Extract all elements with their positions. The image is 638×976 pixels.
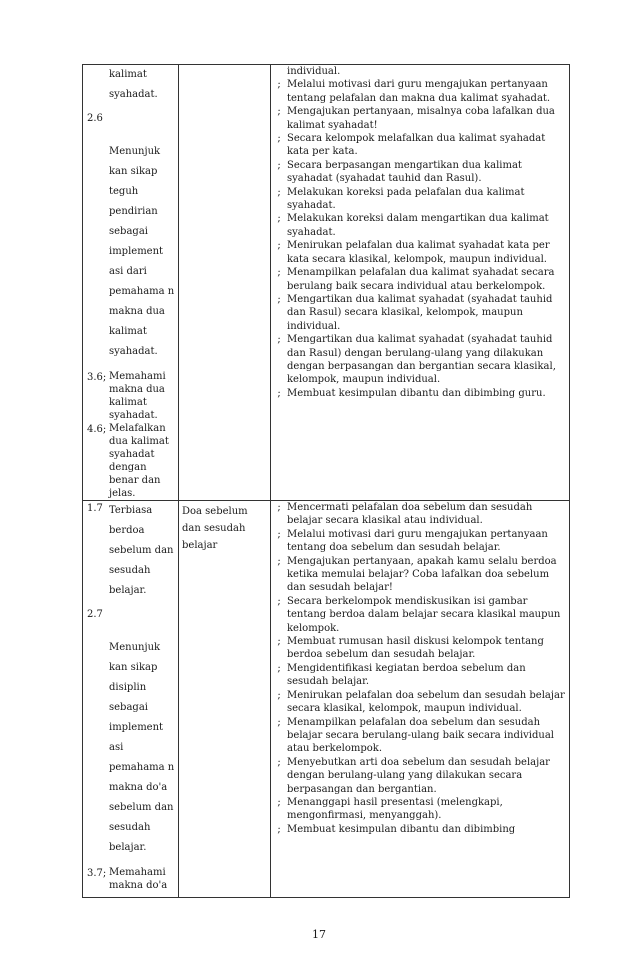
activity-text: Mengajukan pertanyaan, misalnya coba lafalkan dua kalimat syahadat! (287, 106, 555, 131)
activity-text: Melalui motivasi dari guru mengajukan pertanyaan tentang doa sebelum dan sesudah belajar. (287, 528, 548, 554)
activity-separator: ; (277, 555, 281, 567)
activity-item (271, 528, 569, 555)
activity-separator: ; (277, 689, 281, 701)
activity-text: Secara berkelompok mendiskusikan isi gambar tentang berdoa dalam belajar secara klasikal maupun kelompok. (287, 595, 561, 634)
activity-text: Membuat kesimpulan dibantu dan dibimbing (287, 823, 516, 835)
activity-text: Secara kelompok melafalkan dua kalimat syahadat kata per kata. (287, 133, 546, 158)
activity-item (271, 823, 569, 836)
activity-separator (271, 65, 287, 78)
activity-separator: ; (277, 387, 281, 399)
material-cell: Doa sebelum dan sesudah belajar (179, 501, 271, 898)
activity-separator: ; (277, 133, 281, 145)
activity-separator: ; (277, 186, 281, 198)
activity-item (271, 105, 569, 132)
competency-number: 3.6; (87, 372, 107, 383)
activity-separator: ; (277, 595, 281, 607)
activity-text: Membuat rumusan hasil diskusi kelompok tentang berdoa sebelum dan sesudah belajar. (287, 636, 544, 661)
activity-separator: ; (277, 79, 281, 91)
activity-list (271, 501, 569, 836)
activity-separator: ; (277, 636, 281, 648)
activity-separator: ; (277, 796, 281, 808)
activity-separator: ; (277, 267, 281, 279)
competency-number: 1.7 (87, 503, 103, 514)
activity-item (271, 555, 569, 595)
activity-item (271, 387, 569, 400)
activities-cell (271, 65, 570, 501)
syllabus-table (82, 64, 570, 898)
activity-separator: ; (277, 240, 281, 252)
competency-number: 4.6; (87, 424, 107, 435)
activity-separator: ; (277, 502, 281, 513)
competency-text: kalimat syahadat. (109, 69, 158, 100)
activity-separator: ; (277, 716, 281, 728)
activity-separator: ; (277, 756, 281, 768)
competency-number: 3.7; (87, 868, 107, 879)
activity-text: Mencermati pelafalan doa sebelum dan sesudah belajar secara klasikal atau individual. (287, 502, 533, 527)
competency-text: Menunjuk kan sikap disiplin sebagai implement asi pemahama n makna do'a sebelum dan sesudah belajar. (109, 642, 175, 853)
activity-item (271, 132, 569, 159)
activity-item (271, 212, 569, 239)
activity-text: Menirukan pelafalan doa sebelum dan sesudah belajar secara klasikal, kelompok, maupun individual. (287, 689, 565, 715)
competency-number: 2.7 (87, 609, 103, 620)
activity-text: Secara berpasangan mengartikan dua kalimat syahadat (syahadat tauhid dan Rasul). (287, 159, 522, 185)
activity-text: Menanggapi hasil presentasi (melengkapi, mengonfirmasi, menyanggah). (287, 796, 503, 822)
activity-text: individual. (287, 66, 341, 77)
competency-cell (83, 501, 179, 898)
activity-item (271, 501, 569, 528)
activity-text: Mengajukan pertanyaan, apakah kamu selalu berdoa ketika memulai belajar? Coba lafalkan doa sebelum dan sesudah belajar! (287, 555, 557, 594)
activity-separator: ; (277, 528, 281, 540)
activity-item (271, 293, 569, 333)
activity-text: Mengartikan dua kalimat syahadat (syahadat tauhid dan Rasul) secara klasikal, kelompok, maupun individual. (287, 293, 553, 332)
activity-separator: ; (277, 213, 281, 225)
activity-item (271, 186, 569, 213)
competency-text: Menunjuk kan sikap teguh pendirian sebagai implement asi dari pemahama n makna dua kalimat syahadat. (109, 146, 175, 357)
activity-item (271, 635, 569, 662)
activity-text: Membuat kesimpulan dibantu dan dibimbing guru. (287, 387, 546, 399)
activity-separator: ; (277, 334, 281, 346)
competency-number: 2.6 (87, 113, 103, 124)
activity-item (271, 78, 569, 105)
activity-item (271, 595, 569, 635)
activity-text: Mengartikan dua kalimat syahadat (syahadat tauhid dan Rasul) dengan berulang-ulang yang dilakukan dengan berpasangan dan bergantian secara klasikal, kelompok, maupun individual. (287, 334, 556, 386)
competency-text: Melafalkan dua kalimat syahadat dengan benar dan jelas. (109, 423, 169, 499)
table-row (83, 501, 570, 898)
activity-item (271, 266, 569, 293)
activity-separator: ; (277, 159, 281, 171)
activity-item (271, 716, 569, 756)
activity-text: Melakukan koreksi dalam mengartikan dua kalimat syahadat. (287, 213, 549, 238)
activity-text: Menyebutkan arti doa sebelum dan sesudah belajar dengan berulang-ulang yang dilakukan secara berpasangan dan bergantian. (287, 756, 550, 795)
activity-separator: ; (277, 106, 281, 118)
material-cell (179, 65, 271, 501)
activity-text: Menampilkan pelafalan dua kalimat syahadat secara berulang baik secara individual atau berkelompok. (287, 267, 555, 292)
activities-cell (271, 501, 570, 898)
competency-text: Terbiasa berdoa sebelum dan sesudah belajar. (109, 505, 174, 596)
activity-item (271, 65, 569, 78)
page-number: 17 (312, 928, 326, 941)
activity-item (271, 159, 569, 186)
competency-text: Memahami makna dua kalimat syahadat. (109, 371, 166, 421)
activity-item (271, 796, 569, 823)
activity-item (271, 689, 569, 716)
activity-item (271, 239, 569, 266)
activity-text: Melalui motivasi dari guru mengajukan pertanyaan tentang pelafalan dan makna dua kalimat syahadat. (287, 79, 551, 104)
activity-separator: ; (277, 293, 281, 305)
activity-text: Mengidentifikasi kegiatan berdoa sebelum dan sesudah belajar. (287, 662, 526, 688)
activity-list (271, 65, 569, 400)
activity-item (271, 756, 569, 796)
competency-cell (83, 65, 179, 501)
activity-item (271, 662, 569, 689)
competency-text: Memahami makna do'a (109, 867, 168, 891)
activity-item (271, 333, 569, 387)
activity-separator: ; (277, 823, 281, 835)
activity-text: Menirukan pelafalan dua kalimat syahadat kata per kata secara klasikal, kelompok, maupun individual. (287, 240, 550, 265)
activity-text: Menampilkan pelafalan doa sebelum dan sesudah belajar secara berulang-ulang baik secara individual atau berkelompok. (287, 716, 554, 755)
activity-text: Melakukan koreksi pada pelafalan dua kalimat syahadat. (287, 186, 525, 212)
activity-separator: ; (277, 662, 281, 674)
table-row (83, 65, 570, 501)
